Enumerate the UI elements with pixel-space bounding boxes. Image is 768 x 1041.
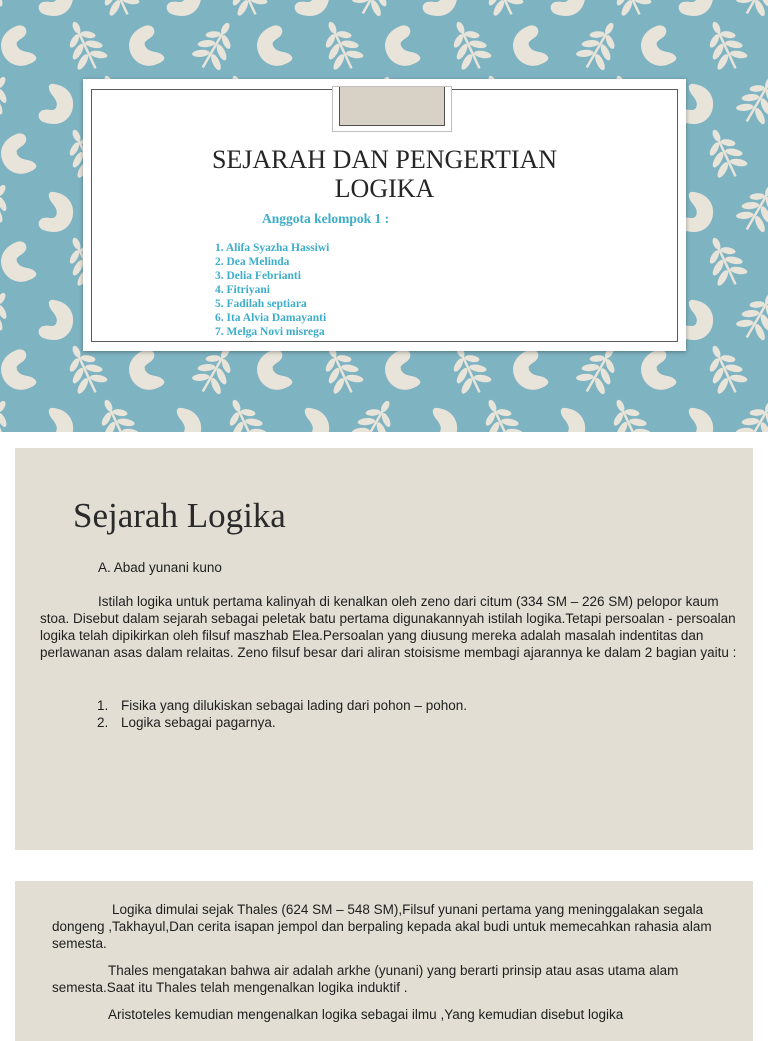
leaf-sprig-shape xyxy=(58,14,112,76)
leaf-sprig-shape xyxy=(314,14,368,76)
paisley-shape xyxy=(252,347,294,395)
thales-paragraph-1 xyxy=(52,901,732,952)
leaf-sprig-shape xyxy=(731,392,768,432)
paisley-shape xyxy=(124,347,166,395)
paisley-shape xyxy=(636,347,678,395)
title-slide xyxy=(0,0,768,432)
leaf-sprig-shape xyxy=(0,392,20,432)
paisley-shape xyxy=(677,0,719,22)
title-tab-decoration xyxy=(332,86,452,132)
leaf-sprig-shape xyxy=(602,392,656,432)
list-text: Fisika yang dilukiskan sebagai lading dari pohon – pohon. xyxy=(121,698,467,713)
member-item: 7. Melga Novi misrega xyxy=(215,326,325,338)
leaf-sprig-shape xyxy=(0,176,20,238)
member-item: 1. Alifa Syazha Hassiwi xyxy=(215,242,330,254)
leaf-sprig-shape xyxy=(347,0,404,22)
paisley-shape xyxy=(764,239,768,287)
title-card xyxy=(83,79,686,351)
leaf-sprig-shape xyxy=(90,0,144,22)
aristoteles-paragraph-text: Aristoteles kemudian mengenalkan logika sebagai ilmu ,Yang kemudian disebut logika xyxy=(108,1007,624,1022)
paisley-shape xyxy=(380,347,422,395)
leaf-sprig-shape xyxy=(474,392,528,432)
paisley-shape xyxy=(37,190,79,238)
paisley-shape xyxy=(37,0,79,22)
paisley-shape xyxy=(0,131,38,179)
paisley-shape xyxy=(421,0,463,22)
thales-slide xyxy=(15,881,753,1041)
leaf-sprig-shape xyxy=(218,392,272,432)
leaf-sprig-shape xyxy=(0,284,20,346)
paisley-shape xyxy=(764,131,768,179)
member-item: 2. Dea Melinda xyxy=(215,256,290,268)
leaf-sprig-shape xyxy=(731,0,768,22)
list-item xyxy=(97,714,467,731)
history-paragraph xyxy=(40,593,750,661)
thales-paragraph-2-text: Thales mengatakan bahwa air adalah arkhe (yunani) yang berarti prinsip atau asas utama alam semesta.Saat itu Thales telah mengenalkan logika induktif . xyxy=(52,963,679,995)
leaf-sprig-shape xyxy=(731,284,768,346)
paisley-shape xyxy=(421,406,463,432)
leaf-sprig-shape xyxy=(698,14,752,76)
member-item: 4. Fitriyani xyxy=(215,284,270,296)
paisley-shape xyxy=(764,23,768,71)
thales-paragraph-2 xyxy=(52,962,732,996)
leaf-sprig-shape xyxy=(0,0,20,22)
slide-heading: Sejarah Logika xyxy=(73,496,286,535)
member-item: 3. Delia Febrianti xyxy=(215,270,301,282)
section-heading-a: A. Abad yunani kuno xyxy=(98,560,222,575)
list-number: 2. xyxy=(97,715,109,730)
list-number: 1. xyxy=(97,698,109,713)
leaf-sprig-shape xyxy=(0,68,20,130)
paisley-shape xyxy=(677,406,719,432)
paisley-shape xyxy=(0,347,38,395)
main-title xyxy=(92,145,677,203)
member-item: 5. Fadilah septiara xyxy=(215,298,307,310)
leaf-sprig-shape xyxy=(474,0,528,22)
member-list xyxy=(215,241,329,339)
leaf-sprig-shape xyxy=(347,392,404,432)
numbered-list xyxy=(97,697,467,731)
paisley-shape xyxy=(636,23,678,71)
aristoteles-paragraph xyxy=(52,1006,732,1023)
leaf-sprig-shape xyxy=(218,0,272,22)
leaf-sprig-shape xyxy=(698,230,752,292)
paisley-shape xyxy=(0,239,38,287)
title-frame xyxy=(91,89,678,342)
list-item xyxy=(97,697,467,714)
paisley-shape xyxy=(549,406,591,432)
paisley-shape xyxy=(165,406,207,432)
paisley-shape xyxy=(293,406,335,432)
leaf-sprig-shape xyxy=(698,338,752,400)
leaf-sprig-shape xyxy=(731,176,768,238)
list-text: Logika sebagai pagarnya. xyxy=(121,715,276,730)
leaf-sprig-shape xyxy=(602,0,656,22)
paisley-shape xyxy=(0,23,38,71)
group-subtitle: Anggota kelompok 1 : xyxy=(262,211,390,226)
main-title-line2: LOGIKA xyxy=(334,174,435,203)
member-item: 6. Ita Alvia Damayanti xyxy=(215,312,327,324)
history-paragraph-text: Istilah logika untuk pertama kalinyah di kenalkan oleh zeno dari citum (334 SM – 226 SM) pelopor kaum stoa. Disebut dalam sejarah sebagai peletak batu pertama digunakannyah istilah logika.Tetapi persoalan - persoalan logika telah dipikirkan oleh filsuf maszhab Elea.Persoalan yang diusung mereka adalah masalah indentitas dan perlawanan asas dalam relaitas. Zeno filsuf besar dari aliran stoisisme membagi ajarannya ke dalam 2 bagian yaitu : xyxy=(40,594,737,660)
paisley-shape xyxy=(37,82,79,130)
paisley-shape xyxy=(165,0,207,22)
paisley-shape xyxy=(549,0,591,22)
thales-paragraph-1-text: Logika dimulai sejak Thales (624 SM – 548 SM),Filsuf yunani pertama yang meninggalakan segala dongeng ,Takhayul,Dan cerita isapan jempol dan berpaling kepada akal budi untuk memecahkan rahasia alam semesta. xyxy=(52,902,712,951)
history-slide xyxy=(15,448,753,850)
paisley-shape xyxy=(293,0,335,22)
paisley-shape xyxy=(37,406,79,432)
paisley-shape xyxy=(508,347,550,395)
main-title-line1: SEJARAH DAN PENGERTIAN xyxy=(211,145,558,174)
paisley-shape xyxy=(764,347,768,395)
paisley-shape xyxy=(124,23,166,71)
leaf-sprig-shape xyxy=(187,14,244,76)
paisley-shape xyxy=(37,298,79,346)
paisley-shape xyxy=(252,23,294,71)
leaf-sprig-shape xyxy=(571,14,628,76)
title-tab-inner xyxy=(339,87,445,126)
leaf-sprig-shape xyxy=(698,122,752,184)
paisley-shape xyxy=(380,23,422,71)
paisley-shape xyxy=(508,23,550,71)
leaf-sprig-shape xyxy=(442,14,496,76)
leaf-sprig-shape xyxy=(90,392,144,432)
leaf-sprig-shape xyxy=(731,68,768,130)
